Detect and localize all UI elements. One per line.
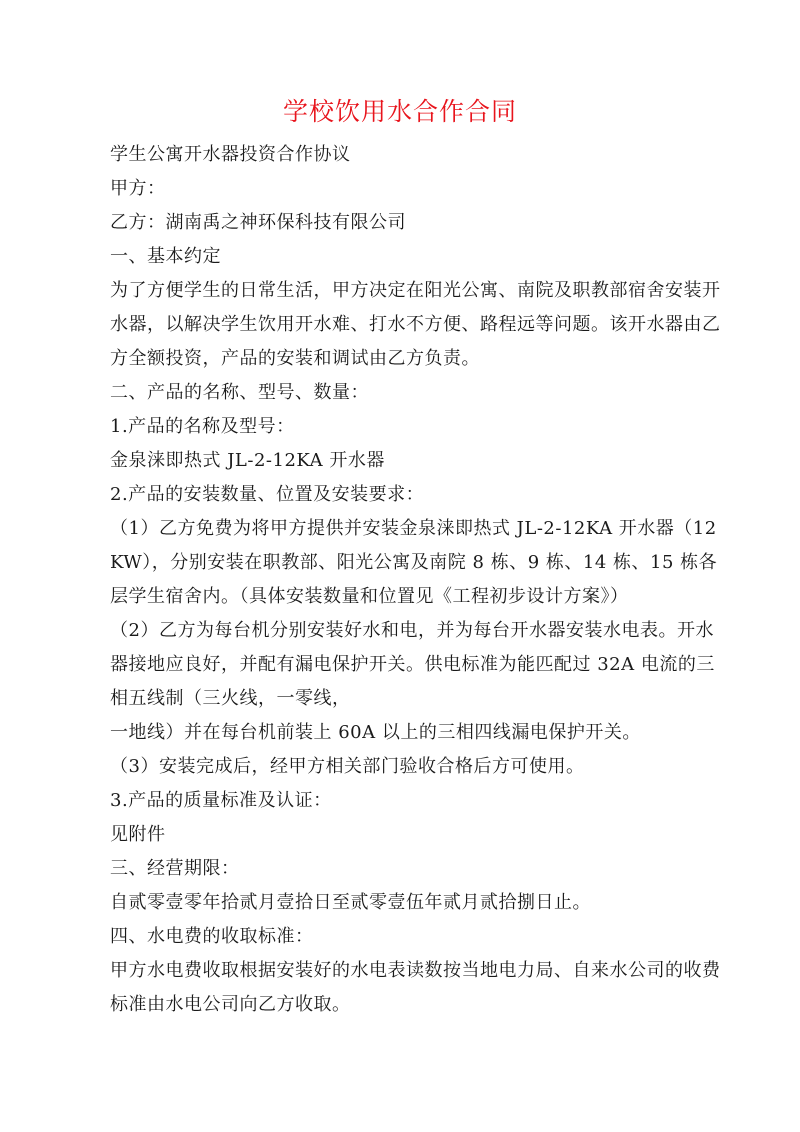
party-b-line: 乙方：湖南禹之神环保科技有限公司 <box>110 212 406 233</box>
fee-paragraph: 甲方水电费收取根据安装好的水电表读数按当地电力局、自来水公司的收费标准由水电公司向乙方收取。 <box>110 960 721 1015</box>
document-title: 学校饮用水合作合同 <box>282 97 517 126</box>
item-heading-3: 3.产品的质量标准及认证： <box>110 790 332 811</box>
term-line: 自贰零壹零年拾贰月壹拾日至贰零壹伍年贰月贰拾捌日止。 <box>110 892 591 913</box>
document-body <box>110 138 722 1022</box>
section-heading-3: 三、经营期限： <box>110 858 240 879</box>
section-heading-1: 一、基本约定 <box>110 246 221 267</box>
subtitle: 学生公寓开水器投资合作协议 <box>110 144 351 165</box>
clause-1: （1）乙方免费为将甲方提供并安装金泉涞即热式 JL-2-12KA 开水器（12 KW），分别安装在职教部、阳光公寓及南院 8 栋、9 栋、14 栋、15 栋各层学生宿舍内。（具体安装数量和位置见《工程初步设计方案》） <box>110 518 718 607</box>
attachment-line: 见附件 <box>110 824 166 845</box>
item-heading-1: 1.产品的名称及型号： <box>110 416 295 437</box>
party-a-line: 甲方： <box>110 178 166 199</box>
clause-3: （3）安装完成后，经甲方相关部门验收合格后方可使用。 <box>110 756 585 777</box>
paragraph-basic-agreement: 为了方便学生的日常生活，甲方决定在阳光公寓、南院及职教部宿舍安装开水器，以解决学生饮用开水难、打水不方便、路程远等问题。该开水器由乙方全额投资，产品的安装和调试由乙方负责。 <box>110 280 721 369</box>
clause-2: （2）乙方为每台机分别安装好水和电，并为每台开水器安装水电表。开水器接地应良好，并配有漏电保护开关。供电标准为能匹配过 32A 电流的三相五线制（三火线，一零线， <box>110 620 715 709</box>
item-heading-2: 2.产品的安装数量、位置及安装要求： <box>110 484 425 505</box>
clause-2-continued: 一地线）并在每台机前装上 60A 以上的三相四线漏电保护开关。 <box>110 722 641 743</box>
section-heading-4: 四、水电费的收取标准： <box>110 926 314 947</box>
product-model-line: 金泉涞即热式 JL-2-12KA 开水器 <box>110 450 385 471</box>
section-heading-2: 二、产品的名称、型号、数量： <box>110 382 369 403</box>
